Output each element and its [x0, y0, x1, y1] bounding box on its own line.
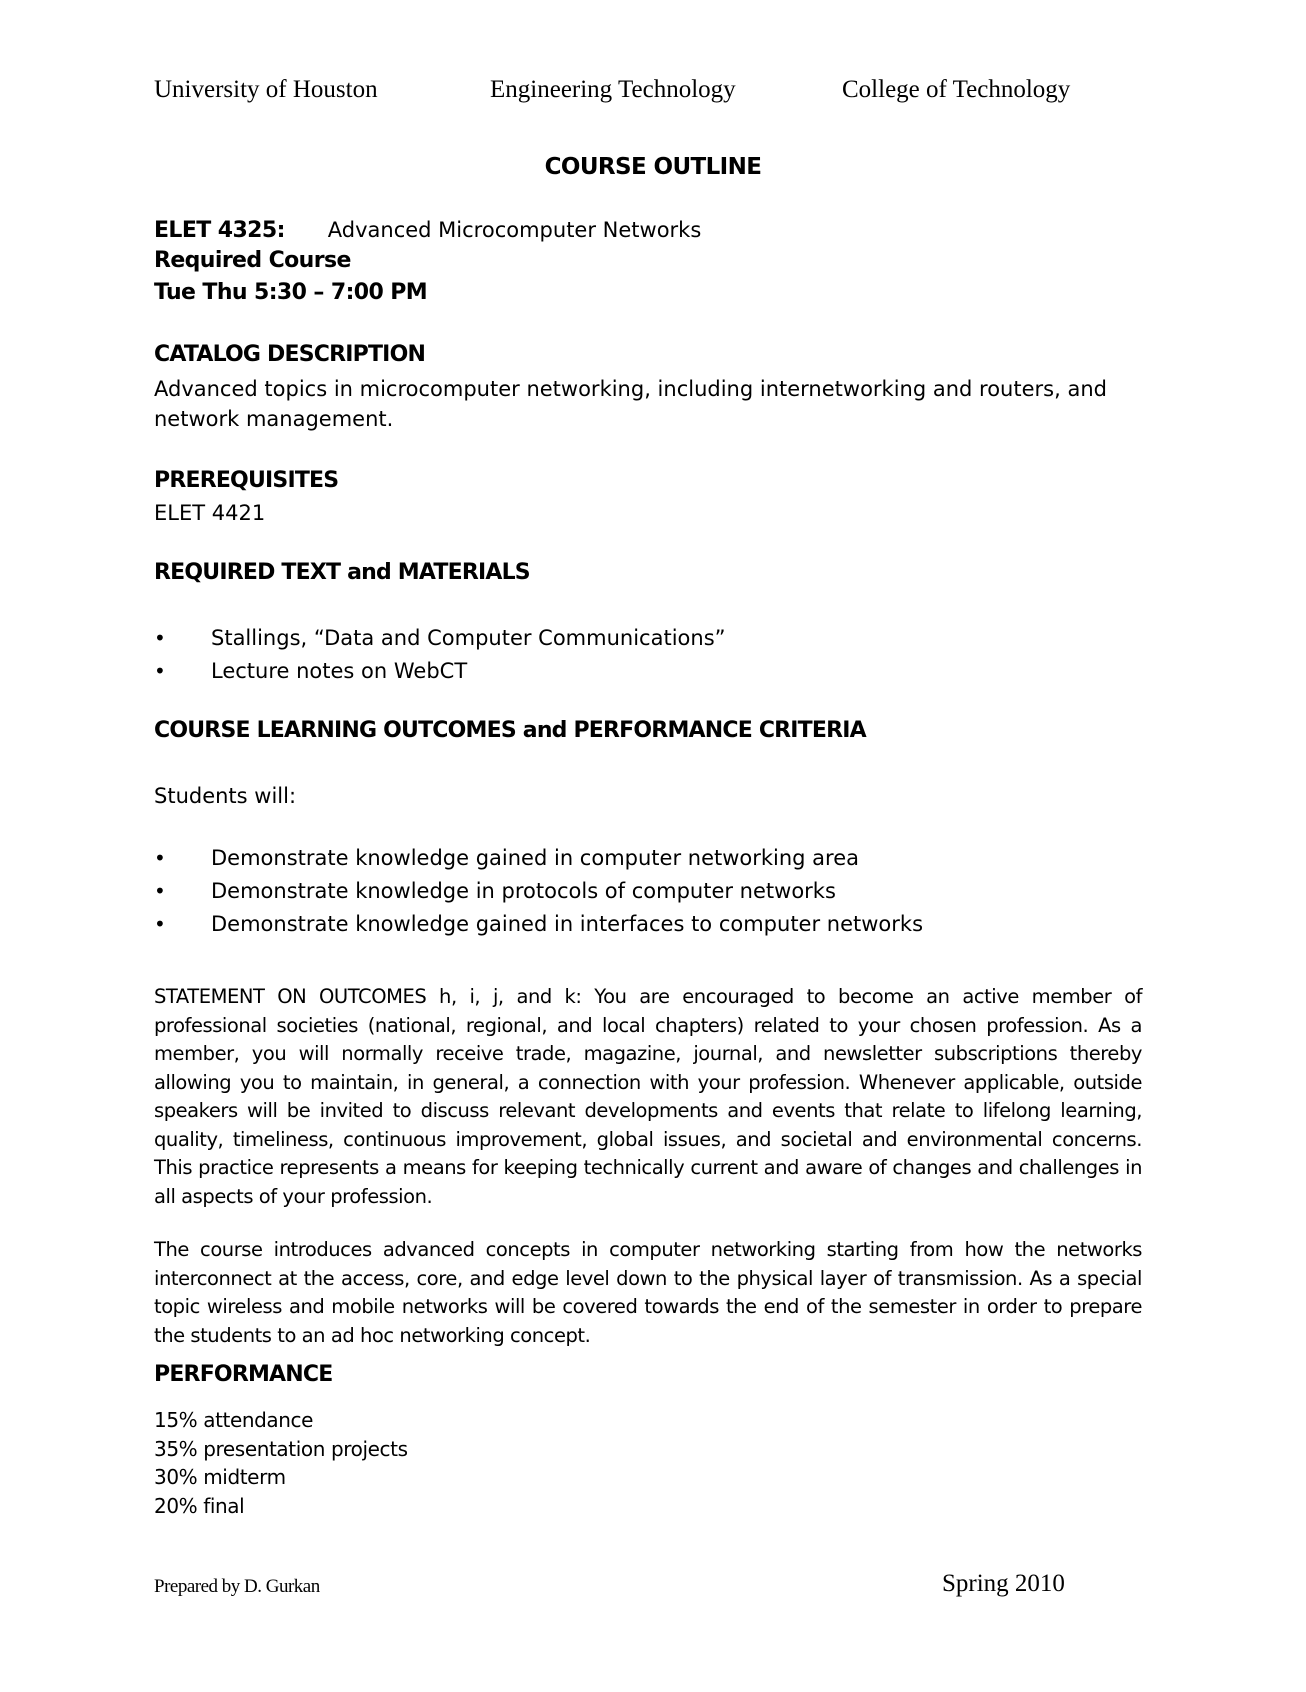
- list-item: 30% midterm: [154, 1465, 286, 1489]
- document-title: COURSE OUTLINE: [544, 154, 762, 180]
- header-department: Engineering Technology: [490, 76, 736, 103]
- course-type: Required Course: [154, 248, 351, 273]
- catalog-line-2: network management.: [154, 407, 394, 431]
- footer-term: Spring 2010: [942, 1570, 1065, 1597]
- outcomes-statement: STATEMENT ON OUTCOMES h, i, j, and k: You are encouraged to become an active member of professional societies (national, regional, and local chapters) related to your chosen profession. As a member, you will normally receive trade, magazine, journal, and newsletter subscriptions thereby allowing you to maintain, in general, a connection with your profession. Whenever applicable, outside speakers will be invited to discuss relevant developments and events that relate to lifelong learning, quality, timeliness, continuous improvement, global issues, and societal and environmental concerns. This practice represents a means for keeping technically current and aware of changes and challenges in all aspects of your profession.: [154, 985, 1142, 1208]
- list-item: 20% final: [154, 1493, 245, 1518]
- course-code: ELET 4325:: [154, 218, 285, 243]
- materials-list: [154, 622, 726, 688]
- list-item: • Lecture notes on WebCT: [154, 655, 726, 688]
- list-item: • Demonstrate knowledge gained in computer networking area: [154, 842, 923, 875]
- list-item: • Stallings, “Data and Computer Communications”: [154, 622, 726, 655]
- performance-heading: PERFORMANCE: [154, 1362, 333, 1387]
- prereq-heading: PREREQUISITES: [154, 468, 339, 493]
- course-code-line: [154, 218, 701, 243]
- course-name: Advanced Microcomputer Networks: [327, 218, 702, 242]
- list-item: 15% attendance: [154, 1408, 314, 1432]
- catalog-heading: CATALOG DESCRIPTION: [154, 342, 426, 367]
- list-item: 35% presentation projects: [154, 1436, 408, 1461]
- outcomes-intro: Students will:: [154, 784, 297, 808]
- outcomes-list: [154, 842, 923, 941]
- footer-prepared-by: Prepared by D. Gurkan: [154, 1576, 320, 1597]
- course-schedule: Tue Thu 5:30 – 7:00 PM: [154, 280, 428, 305]
- header-college: College of Technology: [842, 76, 1071, 103]
- list-item: • Demonstrate knowledge gained in interfaces to computer networks: [154, 908, 923, 941]
- course-introduction: The course introduces advanced concepts in computer networking starting from how the networks interconnect at the access, core, and edge level down to the physical layer of transmission. As a special topic wireless and mobile networks will be covered towards the end of the semester in order to prepare the students to an ad hoc networking concept.: [154, 1238, 1142, 1347]
- list-item: • Demonstrate knowledge in protocols of computer networks: [154, 875, 923, 908]
- prereq-text: ELET 4421: [154, 501, 266, 525]
- performance-list: [154, 1406, 408, 1520]
- catalog-description: [154, 374, 1107, 434]
- outcomes-heading: COURSE LEARNING OUTCOMES and PERFORMANCE CRITERIA: [154, 718, 866, 743]
- materials-heading: REQUIRED TEXT and MATERIALS: [154, 560, 530, 585]
- header-university: University of Houston: [154, 76, 378, 103]
- catalog-line-1: Advanced topics in microcomputer networking, including internetworking and routers, and: [154, 377, 1107, 401]
